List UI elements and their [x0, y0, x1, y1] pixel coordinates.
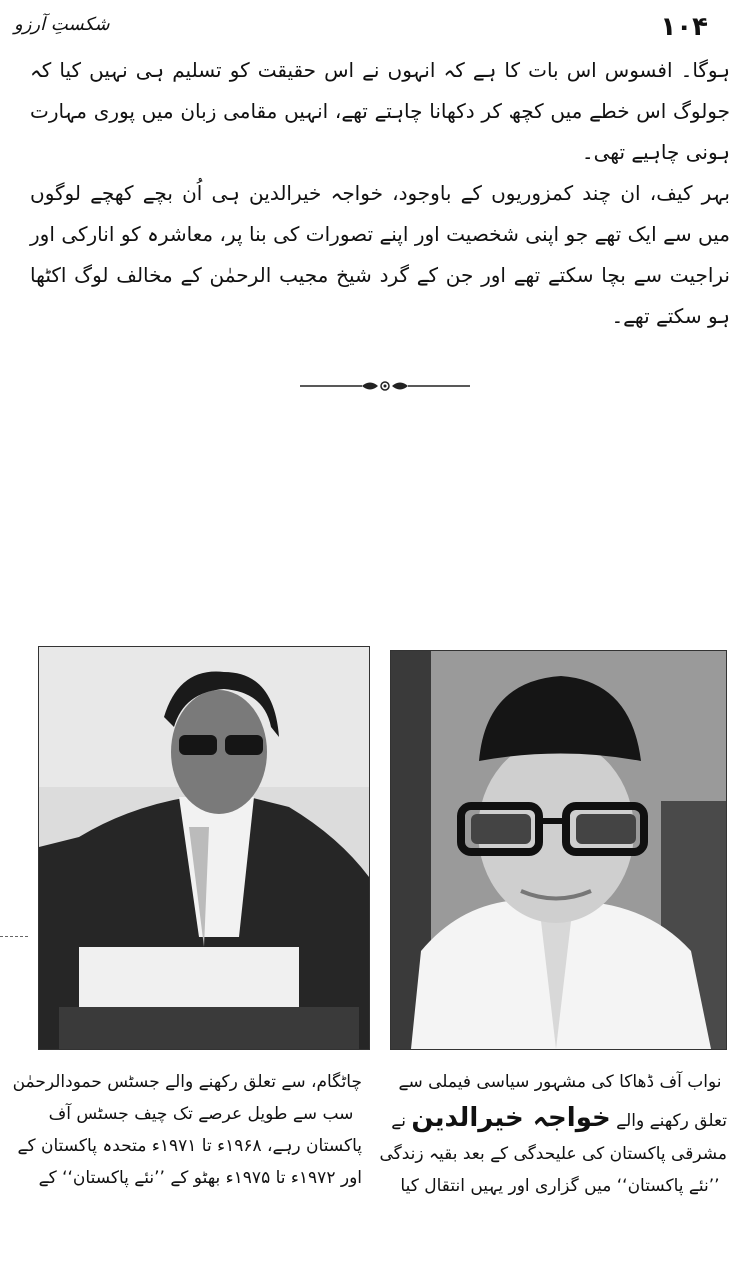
- caption-line: ’’نئے پاکستان‘‘ میں گزاری اور یہیں انتقال کیا: [400, 1176, 720, 1196]
- paragraph: بہر کیف، ان چند کمزوریوں کے باوجود، خواجہ خیرالدین ہی اُن بچے کھچے لوگوں میں سے ایک تھے جو اپنی شخصیت اور اپنے تصورات کی بنا پر، معاشرہ کو انارکی اور نراجیت سے بچا سکتے تھے اور جن کے گرد شیخ مجیب الرحمٰن کے مخالف لوگ اکٹھا ہو سکتے تھے۔: [30, 181, 730, 328]
- caption-line: مشرقی پاکستان کی علیحدگی کے بعد بقیہ زندگی: [379, 1144, 727, 1164]
- caption-text: نے: [391, 1111, 406, 1131]
- caption-line: اور ۱۹۷۲ء تا ۱۹۷۵ء بھٹو کے ’’نئے پاکستان‘‘ کے: [38, 1168, 362, 1188]
- portrait-image: [39, 647, 369, 1049]
- caption-line: سب سے طویل عرصے تک چیف جسٹس آف: [48, 1104, 354, 1124]
- photo-khwaja-khairuddin: [390, 650, 727, 1050]
- caption-line: پاکستان رہے، ۱۹۶۸ء تا ۱۹۷۱ء متحدہ پاکستان کے: [17, 1136, 362, 1156]
- caption-line: چاٹگام، سے تعلق رکھنے والے جسٹس حمودالرحمٰن: [12, 1072, 362, 1092]
- caption-left: [12, 1066, 362, 1194]
- caption-highlighted-name: خواجہ خیرالدین: [411, 1103, 611, 1133]
- page-number: ۱۰۴: [660, 12, 708, 42]
- margin-mark: [0, 936, 28, 937]
- caption-line: نواب آف ڈھاکا کی مشہور سیاسی فیملی سے: [398, 1072, 722, 1092]
- portrait-image: [391, 651, 726, 1049]
- body-text: [30, 50, 730, 337]
- running-header-title: شکستِ آرزو: [14, 14, 110, 35]
- photo-justice-hamoodur-rahman: [38, 646, 370, 1050]
- caption-text: تعلق رکھنے والے: [616, 1111, 727, 1131]
- caption-line-with-name: [393, 1098, 727, 1138]
- ornamental-divider: [300, 378, 470, 394]
- paragraph: ہوگا۔ افسوس اس بات کا ہے کہ انہوں نے اس حقیقت کو تسلیم ہی نہیں کیا کہ جولوگ اس خطے میں کچھ کر دکھانا چاہتے تھے، انہیں مقامی زبان میں پوری مہارت ہونی چاہیے تھی۔: [30, 58, 730, 164]
- caption-right: [379, 1066, 727, 1202]
